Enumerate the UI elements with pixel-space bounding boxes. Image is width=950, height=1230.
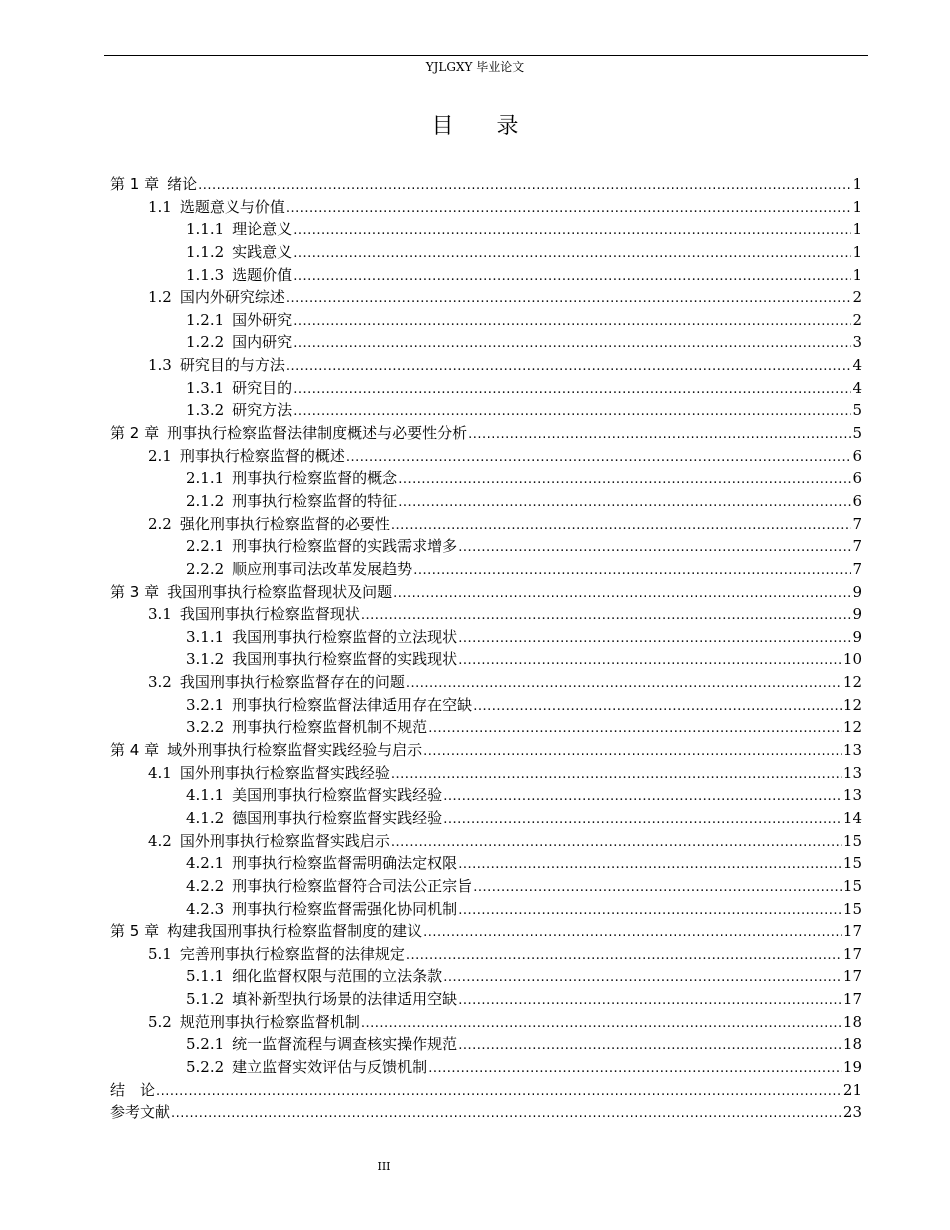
dot-leader — [406, 673, 842, 696]
toc-entry-page: 13 — [842, 786, 862, 805]
toc-entry[interactable] — [110, 784, 862, 807]
toc-entry-label: 我国刑事执行检察监督的实践现状 — [232, 650, 458, 669]
toc-entry-number: 1.1 — [148, 197, 172, 216]
toc-entry-page: 19 — [842, 1057, 862, 1076]
toc-entry[interactable] — [110, 173, 862, 196]
toc-entry[interactable] — [110, 898, 862, 921]
toc-entry[interactable] — [110, 309, 862, 332]
toc-entry-number: 4.2.1 — [186, 854, 225, 873]
dot-leader — [473, 877, 842, 900]
dot-leader — [398, 492, 851, 515]
header-rule — [104, 55, 868, 56]
toc-entry-page: 9 — [852, 582, 862, 601]
toc-entry[interactable] — [110, 558, 862, 581]
dot-leader — [286, 198, 852, 221]
dot-leader — [361, 605, 852, 628]
toc-entry-number: 3.2 — [148, 673, 172, 692]
toc-entry-number: 4.2.3 — [186, 899, 225, 918]
toc-entry-page: 1 — [852, 175, 862, 193]
toc-entry-label: 国外刑事执行检察监督实践经验 — [179, 763, 390, 782]
toc-entry-number: 5.2 — [148, 1012, 172, 1031]
toc-entry[interactable] — [110, 875, 862, 898]
toc-entry-label: 刑事执行检察监督的概述 — [179, 446, 345, 465]
toc-entry-page: 7 — [852, 537, 862, 556]
dot-leader — [458, 650, 842, 673]
toc-entry-page: 15 — [842, 831, 862, 850]
toc-entry-page: 1 — [852, 197, 862, 216]
toc-entry-number: 2.1.2 — [186, 491, 225, 510]
toc-entry-number: 3.2.2 — [186, 718, 225, 737]
toc-entry[interactable] — [110, 445, 862, 468]
toc-entry-label: 细化监督权限与范围的立法条款 — [232, 967, 443, 986]
toc-entry[interactable] — [110, 626, 862, 649]
toc-entry[interactable] — [110, 852, 862, 875]
toc-entry-page: 12 — [842, 673, 862, 692]
toc-entry[interactable] — [110, 241, 862, 264]
dot-leader — [198, 175, 851, 198]
toc-entry-number: 第 2 章 — [110, 424, 160, 443]
toc-entry-page: 7 — [852, 514, 862, 533]
dot-leader — [443, 786, 842, 809]
toc-entry-page: 17 — [842, 944, 862, 963]
toc-entry-label: 国外研究 — [232, 310, 293, 329]
dot-leader — [393, 583, 851, 606]
dot-leader — [391, 515, 852, 538]
toc-entry-number: 1.1.2 — [186, 242, 225, 261]
toc-entry-label: 选题价值 — [232, 265, 293, 284]
dot-leader — [361, 1013, 842, 1036]
toc-entry-page: 1 — [852, 265, 862, 284]
toc-entry-number: 4.1.2 — [186, 808, 225, 827]
toc-entry-label: 规范刑事执行检察监督机制 — [179, 1012, 360, 1031]
dot-leader — [391, 764, 842, 787]
toc-entry-number: 1.3.1 — [186, 378, 225, 397]
dot-leader — [458, 628, 851, 651]
toc-entry-page: 12 — [842, 718, 862, 737]
page-number: III — [377, 1160, 391, 1173]
toc-entry[interactable] — [110, 671, 862, 694]
toc-entry[interactable] — [110, 490, 862, 513]
toc-entry-page: 17 — [842, 922, 862, 941]
toc-entry[interactable] — [110, 648, 862, 671]
toc-entry[interactable] — [110, 603, 862, 626]
toc-entry-label: 刑事执行检察监督的特征 — [232, 491, 398, 510]
toc-entry-number: 4.2 — [148, 831, 172, 850]
toc-entry-number: 第 3 章 — [110, 582, 160, 601]
running-header: YJLGXY 毕业论文 — [425, 60, 525, 74]
dot-leader — [293, 220, 851, 243]
toc-entry-page: 23 — [842, 1103, 862, 1122]
toc-entry-label: 统一监督流程与调查核实操作规范 — [232, 1035, 458, 1054]
toc-entry-page: 2 — [852, 310, 862, 329]
toc-entry-number: 4.2.2 — [186, 876, 225, 895]
toc-entry[interactable] — [110, 399, 862, 422]
dot-leader — [413, 560, 851, 583]
dot-leader — [391, 832, 842, 855]
toc-entry-number: 第 5 章 — [110, 922, 160, 941]
toc-entry[interactable] — [110, 581, 862, 604]
toc-entry-label: 强化刑事执行检察监督的必要性 — [179, 514, 390, 533]
toc-entry-label: 完善刑事执行检察监督的法律规定 — [179, 944, 405, 963]
toc-entry-label: 刑事执行检察监督法律制度概述与必要性分析 — [167, 424, 468, 443]
dot-leader — [458, 854, 842, 877]
toc-entry-number: 3.2.1 — [186, 695, 225, 714]
toc-entry-label: 刑事执行检察监督法律适用存在空缺 — [232, 695, 473, 714]
dot-leader — [473, 696, 842, 719]
toc-entry[interactable] — [110, 943, 862, 966]
toc-entry-page: 15 — [842, 854, 862, 873]
toc-entry[interactable] — [110, 920, 862, 943]
toc-entry-page: 13 — [842, 741, 862, 760]
toc-entry-label: 研究目的 — [232, 378, 293, 397]
dot-leader — [428, 1058, 842, 1081]
toc-entry-label: 结 论 — [110, 1080, 156, 1099]
toc-entry-number: 4.1 — [148, 763, 172, 782]
toc-entry-label: 顺应刑事司法改革发展趋势 — [232, 559, 413, 578]
dot-leader — [293, 266, 851, 289]
dot-leader — [458, 900, 842, 923]
toc-entry-label: 选题意义与价值 — [179, 197, 285, 216]
toc-entry[interactable] — [110, 1101, 862, 1124]
toc-entry-label: 刑事执行检察监督的概念 — [232, 469, 398, 488]
dot-leader — [423, 922, 842, 945]
toc-entry-number: 3.1.2 — [186, 650, 225, 669]
toc-entry-page: 6 — [852, 469, 862, 488]
toc-entry[interactable] — [110, 988, 862, 1011]
toc-entry-page: 15 — [842, 876, 862, 895]
toc-entry-label: 构建我国刑事执行检察监督制度的建议 — [167, 922, 423, 941]
toc-entry[interactable] — [110, 467, 862, 490]
toc-entry[interactable] — [110, 354, 862, 377]
toc-entry-page: 5 — [852, 401, 862, 420]
toc-entry-number: 5.2.1 — [186, 1035, 225, 1054]
toc-entry-number: 4.1.1 — [186, 786, 225, 805]
toc-entry-label: 国内外研究综述 — [179, 288, 285, 307]
toc-entry-number: 3.1 — [148, 605, 172, 624]
dot-leader — [346, 447, 852, 470]
toc-entry-number: 5.1.1 — [186, 967, 225, 986]
toc-entry-number: 5.1 — [148, 944, 172, 963]
toc-entry-number: 2.1 — [148, 446, 172, 465]
dot-leader — [286, 288, 852, 311]
toc-entry[interactable] — [110, 377, 862, 400]
toc-entry-page: 7 — [852, 559, 862, 578]
toc-entry[interactable] — [110, 694, 862, 717]
dot-leader — [458, 537, 851, 560]
toc-entry-label: 参考文献 — [110, 1103, 171, 1122]
toc-entry-page: 18 — [842, 1035, 862, 1054]
toc-entry[interactable] — [110, 807, 862, 830]
toc-entry-label: 美国刑事执行检察监督实践经验 — [232, 786, 443, 805]
toc-entry-page: 21 — [842, 1080, 862, 1099]
toc-entry-page: 6 — [852, 446, 862, 465]
table-of-contents — [110, 173, 862, 1124]
toc-entry-page: 1 — [852, 220, 862, 239]
dot-leader — [428, 718, 842, 741]
dot-leader — [458, 990, 842, 1013]
toc-entry[interactable] — [110, 1079, 862, 1102]
toc-title: 目 录 — [431, 114, 537, 139]
toc-entry-page: 6 — [852, 491, 862, 510]
toc-entry[interactable] — [110, 1056, 862, 1079]
toc-entry-number: 3.1.1 — [186, 627, 225, 646]
toc-entry[interactable] — [110, 264, 862, 287]
toc-entry-label: 刑事执行检察监督符合司法公正宗旨 — [232, 876, 473, 895]
toc-entry[interactable] — [110, 535, 862, 558]
toc-entry[interactable] — [110, 830, 862, 853]
toc-entry-label: 我国刑事执行检察监督现状 — [179, 605, 360, 624]
toc-entry-number: 2.2 — [148, 514, 172, 533]
toc-entry-number: 1.1.1 — [186, 220, 225, 239]
toc-entry-number: 1.2.1 — [186, 310, 225, 329]
toc-entry-label: 国外刑事执行检察监督实践启示 — [179, 831, 390, 850]
dot-leader — [398, 469, 851, 492]
toc-entry-page: 17 — [842, 990, 862, 1009]
toc-entry-label: 研究方法 — [232, 401, 293, 420]
toc-entry-label: 填补新型执行场景的法律适用空缺 — [232, 990, 458, 1009]
dot-leader — [286, 356, 852, 379]
dot-leader — [443, 967, 842, 990]
toc-entry[interactable] — [110, 218, 862, 241]
toc-entry-page: 12 — [842, 695, 862, 714]
toc-entry-page: 13 — [842, 763, 862, 782]
toc-entry-page: 18 — [842, 1012, 862, 1031]
dot-leader — [423, 741, 842, 764]
toc-entry[interactable] — [110, 1033, 862, 1056]
toc-entry-label: 建立监督实效评估与反馈机制 — [232, 1057, 428, 1076]
toc-entry-page: 4 — [852, 378, 862, 397]
toc-entry[interactable] — [110, 716, 862, 739]
toc-entry-page: 5 — [852, 424, 862, 443]
toc-entry-page: 3 — [852, 333, 862, 352]
toc-entry-label: 刑事执行检察监督的实践需求增多 — [232, 537, 458, 556]
toc-entry-number: 1.3.2 — [186, 401, 225, 420]
toc-entry-page: 4 — [852, 356, 862, 375]
toc-entry-number: 2.2.2 — [186, 559, 225, 578]
toc-entry-label: 域外刑事执行检察监督实践经验与启示 — [167, 741, 423, 760]
dot-leader — [468, 424, 851, 447]
dot-leader — [156, 1081, 842, 1104]
toc-entry-label: 德国刑事执行检察监督实践经验 — [232, 808, 443, 827]
dot-leader — [293, 401, 851, 424]
toc-entry-number: 2.2.1 — [186, 537, 225, 556]
toc-entry-page: 15 — [842, 899, 862, 918]
toc-entry[interactable] — [110, 1011, 862, 1034]
dot-leader — [458, 1035, 842, 1058]
toc-entry-label: 刑事执行检察监督需明确法定权限 — [232, 854, 458, 873]
dot-leader — [443, 809, 842, 832]
toc-entry-label: 我国刑事执行检察监督现状及问题 — [167, 582, 393, 601]
toc-entry-page: 9 — [852, 627, 862, 646]
toc-entry-number: 1.3 — [148, 356, 172, 375]
toc-entry-label: 实践意义 — [232, 242, 293, 261]
toc-entry-page: 17 — [842, 967, 862, 986]
toc-entry-label: 研究目的与方法 — [179, 356, 285, 375]
toc-entry-number: 第 4 章 — [110, 741, 160, 760]
toc-entry[interactable] — [110, 762, 862, 785]
toc-entry[interactable] — [110, 422, 862, 445]
toc-entry-label: 我国刑事执行检察监督的立法现状 — [232, 627, 458, 646]
toc-entry[interactable] — [110, 739, 862, 762]
toc-entry-page: 10 — [842, 650, 862, 669]
toc-entry-page: 2 — [852, 288, 862, 307]
toc-entry-label: 刑事执行检察监督机制不规范 — [232, 718, 428, 737]
dot-leader — [171, 1103, 842, 1126]
toc-entry-page: 9 — [852, 605, 862, 624]
dot-leader — [406, 945, 842, 968]
toc-entry-label: 国内研究 — [232, 333, 293, 352]
toc-entry-page: 1 — [852, 242, 862, 261]
dot-leader — [293, 379, 851, 402]
toc-entry-label: 刑事执行检察监督需强化协同机制 — [232, 899, 458, 918]
dot-leader — [293, 311, 851, 334]
toc-entry-page: 14 — [842, 808, 862, 827]
dot-leader — [293, 243, 851, 266]
toc-entry-number: 1.1.3 — [186, 265, 225, 284]
toc-entry-number: 5.2.2 — [186, 1057, 225, 1076]
toc-entry[interactable] — [110, 286, 862, 309]
toc-entry-number: 1.2.2 — [186, 333, 225, 352]
dot-leader — [293, 333, 851, 356]
toc-entry[interactable] — [110, 513, 862, 536]
toc-entry-label: 我国刑事执行检察监督存在的问题 — [179, 673, 405, 692]
toc-entry-number: 1.2 — [148, 288, 172, 307]
toc-entry[interactable] — [110, 965, 862, 988]
toc-entry-label: 理论意义 — [232, 220, 293, 239]
toc-entry-label: 绪论 — [167, 175, 198, 193]
toc-entry[interactable] — [110, 196, 862, 219]
toc-entry-number: 2.1.1 — [186, 469, 225, 488]
toc-entry-number: 5.1.2 — [186, 990, 225, 1009]
toc-entry-number: 第 1 章 — [110, 175, 160, 193]
toc-entry[interactable] — [110, 331, 862, 354]
